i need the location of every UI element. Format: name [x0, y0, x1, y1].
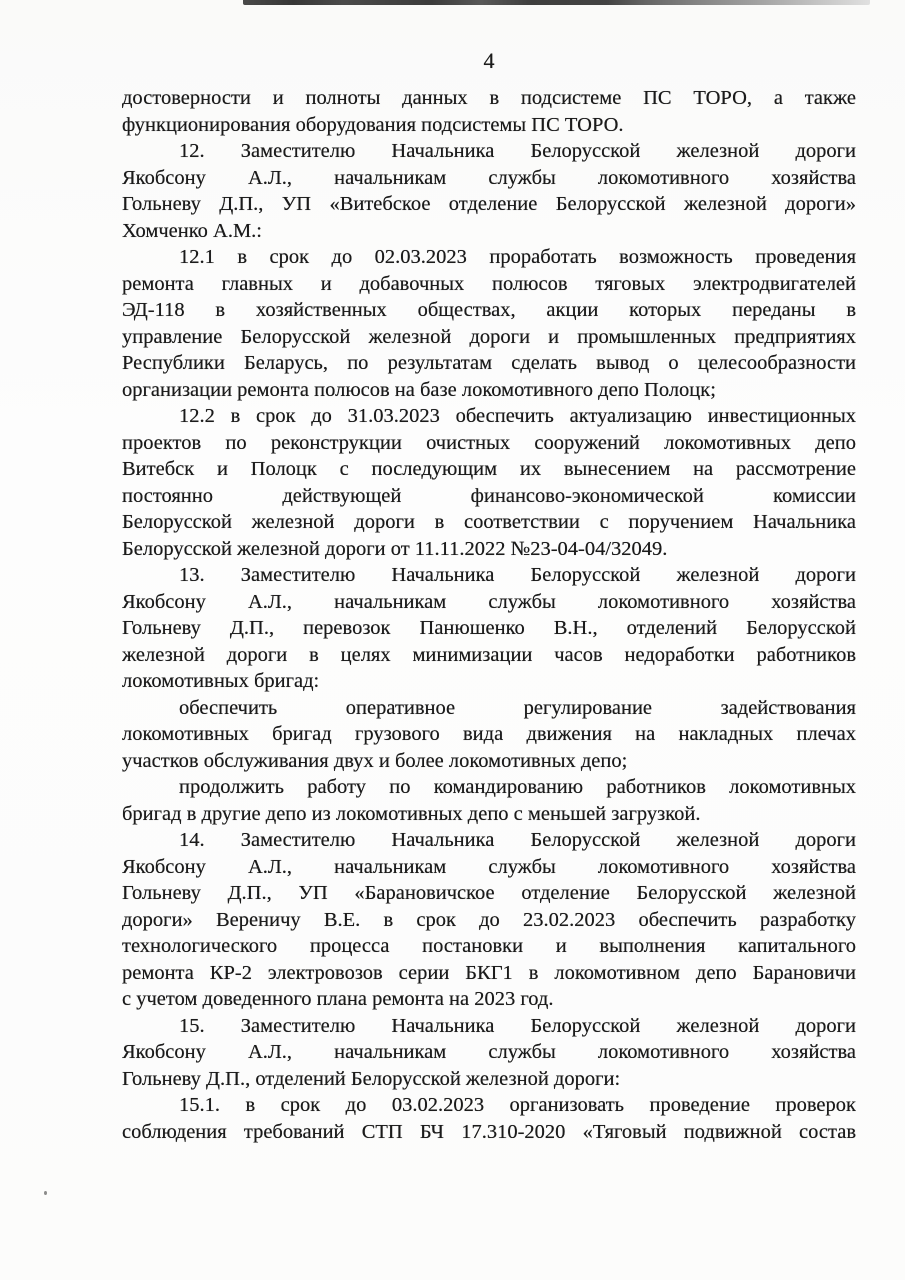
- para-12-1: [122, 244, 856, 403]
- text-line: Гольневу Д.П., перевозок Панюшенко В.Н., отделений Белорусской: [122, 617, 856, 639]
- text-line: достоверности и полноты данных в подсистеме ПС ТОРО, а также: [122, 87, 856, 109]
- text-line: 12. Заместителю Начальника Белорусской железной дороги: [179, 140, 856, 162]
- text-line: Гольневу Д.П., УП «Витебское отделение Белорусской железной дороги»: [122, 193, 856, 215]
- text-line: локомотивных бригад грузового вида движения на накладных плечах: [122, 723, 856, 745]
- text-line: организации ремонта полюсов на базе локомотивного депо Полоцк;: [122, 378, 716, 401]
- text-line: с учетом доведенного плана ремонта на 2023 год.: [122, 988, 554, 1010]
- text-line: Якобсону А.Л., начальникам службы локомотивного хозяйства: [122, 855, 856, 878]
- para-13: [122, 562, 856, 695]
- text-line: ремонта главных и добавочных полюсов тяговых электродвигателей: [122, 272, 856, 295]
- text-line: ремонта КР-2 электровозов серии БКГ1 в локомотивном депо Барановичи: [122, 961, 856, 984]
- document-body: [122, 85, 856, 1145]
- text-line: ЭД-118 в хозяйственных обществах, акции которых переданы в: [122, 299, 856, 321]
- text-line: Якобсону А.Л., начальникам службы локомотивного хозяйства: [122, 1041, 856, 1063]
- text-line: дороги» Вереничу В.Е. в срок до 23.02.2023 обеспечить разработку: [122, 908, 856, 931]
- text-line: Гольневу Д.П., УП «Барановичское отделение Белорусской железной: [122, 882, 856, 904]
- text-line: участков обслуживания двух и более локомотивных депо;: [122, 749, 628, 772]
- text-line: Якобсону А.Л., начальникам службы локомотивного хозяйства: [122, 590, 856, 613]
- text-line: постоянно действующей финансово-экономической комиссии: [122, 484, 856, 507]
- text-line: обеспечить оперативное регулирование задействования: [179, 696, 856, 719]
- para-ensure-regulation: [122, 695, 856, 775]
- text-line: 14. Заместителю Начальника Белорусской железной дороги: [179, 829, 856, 851]
- para-12: [122, 138, 856, 244]
- para-continued: [122, 85, 856, 138]
- page-number: 4: [483, 48, 495, 73]
- text-line: Хомченко А.М.:: [122, 219, 262, 242]
- para-15: [122, 1013, 856, 1093]
- text-line: Белорусской железной дороги от 11.11.2022 №23-04-04/32049.: [122, 537, 668, 560]
- text-line: 15. Заместителю Начальника Белорусской железной дороги: [179, 1014, 856, 1037]
- text-line: Витебск и Полоцк с последующим их вынесением на рассмотрение: [122, 458, 856, 480]
- text-line: бригад в другие депо из локомотивных депо с меньшей загрузкой.: [122, 802, 701, 825]
- text-line: соблюдения требований СТП БЧ 17.310-2020 «Тяговый подвижной состав: [122, 1120, 856, 1143]
- text-line: проектов по реконструкции очистных сооружений локомотивных депо: [122, 431, 856, 454]
- text-line: Гольневу Д.П., отделений Белорусской железной дороги:: [122, 1067, 621, 1090]
- text-line: продолжить работу по командированию работников локомотивных: [179, 776, 856, 798]
- text-line: 12.1 в срок до 02.03.2023 проработать возможность проведения: [179, 246, 856, 268]
- scan-edge-artifact: [243, 0, 870, 5]
- para-continue-secondment: [122, 774, 856, 827]
- text-line: 13. Заместителю Начальника Белорусской железной дороги: [179, 564, 856, 586]
- text-line: Якобсону А.Л., начальникам службы локомотивного хозяйства: [122, 166, 856, 189]
- text-line: управление Белорусской железной дороги и промышленных предприятиях: [122, 325, 856, 348]
- para-12-2: [122, 403, 856, 562]
- text-line: 15.1. в срок до 03.02.2023 организовать проведение проверок: [179, 1094, 856, 1116]
- para-15-1: [122, 1092, 856, 1145]
- text-line: Республики Беларусь, по результатам сделать вывод о целесообразности: [122, 352, 856, 374]
- scan-speck: [44, 1191, 47, 1195]
- text-line: функционирования оборудования подсистемы ПС ТОРО.: [122, 113, 624, 136]
- text-line: локомотивных бригад:: [122, 670, 320, 692]
- para-14: [122, 827, 856, 1013]
- text-line: технологического процесса постановки и выполнения капитального: [122, 935, 856, 957]
- text-line: 12.2 в срок до 31.03.2023 обеспечить актуализацию инвестиционных: [179, 405, 856, 427]
- text-line: железной дороги в целях минимизации часов недоработки работников: [122, 643, 856, 666]
- text-line: Белорусской железной дороги в соответствии с поручением Начальника: [122, 511, 856, 533]
